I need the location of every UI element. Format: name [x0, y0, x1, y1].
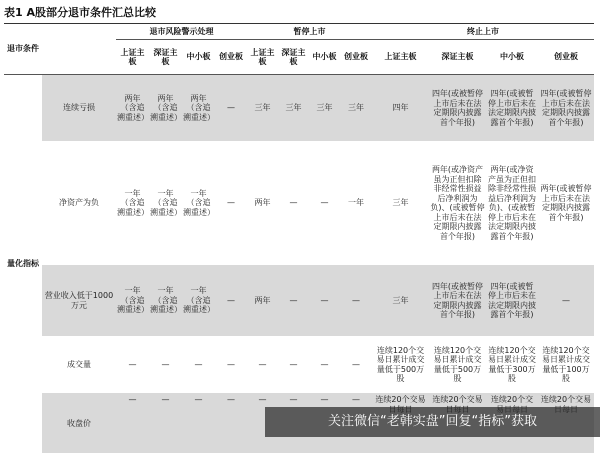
row-name: 营业收入低于1000万元	[42, 265, 116, 336]
cell: 四年	[372, 75, 429, 142]
cell: —	[149, 393, 182, 453]
cell: 三年	[372, 265, 429, 336]
cell: 两年(或净资产虽为正但扣除非经常性损益后净利润为负)、(或被暂停上市后未在法定期限内披露首个年报)	[486, 141, 538, 265]
cell: —	[247, 393, 278, 453]
cell: 三年	[309, 75, 340, 142]
header-board: 中小板	[486, 40, 538, 75]
table-row	[4, 75, 594, 142]
delisting-conditions-table	[4, 23, 594, 453]
cell: 连续20个交易	[429, 393, 486, 453]
cell: —	[340, 393, 372, 453]
cell: 四年(或被暂停上市后未在法定期限内披露首个年报)	[486, 75, 538, 142]
header-row-groups	[4, 24, 594, 40]
cell: —	[309, 265, 340, 336]
header-row-label: 退市条件	[4, 24, 42, 75]
row-name: 净资产为负	[42, 141, 116, 265]
header-board: 创业板	[340, 40, 372, 75]
cell: —	[182, 336, 215, 393]
cell: —	[309, 336, 340, 393]
cell: 四年(或被暂停上市后未在法定期限内披露首个年报)	[538, 75, 594, 142]
cell: 连续120个交易日累计成交量低于500万股	[372, 336, 429, 393]
row-name: 连续亏损	[42, 75, 116, 142]
cell: 两年（含追溯重述）	[149, 75, 182, 142]
table-row	[4, 265, 594, 336]
table-row	[4, 141, 594, 265]
cell: —	[340, 336, 372, 393]
cell: 一年（含追溯重述）	[149, 265, 182, 336]
cell: 一年（含追溯重述）	[182, 141, 215, 265]
cell: —	[215, 336, 247, 393]
header-group-risk-warning: 退市风险警示处理	[116, 24, 247, 40]
cell: 两年(或净资产虽为正但扣除非经常性损益后净利润为负)、(或被暂停上市后未在法定期限内披露首个年报)	[429, 141, 486, 265]
cell: 一年（含追溯重述）	[149, 141, 182, 265]
cell: 连续20个交易	[538, 393, 594, 453]
header-item-blank	[42, 24, 116, 75]
cell: 三年	[340, 75, 372, 142]
cell: —	[340, 265, 372, 336]
cell: —	[247, 336, 278, 393]
cell: —	[538, 265, 594, 336]
cell: —	[278, 141, 309, 265]
cell: 四年(或被暂停上市后未在法定期限内披露首个年报)	[429, 265, 486, 336]
cell: 三年	[247, 75, 278, 142]
cell: —	[278, 265, 309, 336]
cell: —	[182, 393, 215, 453]
cell: —	[116, 393, 149, 453]
row-name: 收盘价	[42, 393, 116, 453]
cell: —	[215, 141, 247, 265]
cell: 两年	[247, 265, 278, 336]
cell: —	[215, 75, 247, 142]
header-board: 中小板	[309, 40, 340, 75]
header-board: 上证主板	[372, 40, 429, 75]
table-row	[4, 336, 594, 393]
header-group-suspension: 暂停上市	[247, 24, 372, 40]
cell: 一年（含追溯重述）	[116, 141, 149, 265]
header-board: 创业板	[538, 40, 594, 75]
cell: 连续120个交易日累计成交量低于100万股	[538, 336, 594, 393]
cell: —	[215, 393, 247, 453]
row-name: 成交量	[42, 336, 116, 393]
cell: 一年（含追溯重述）	[116, 265, 149, 336]
header-board: 创业板	[215, 40, 247, 75]
cell: —	[278, 336, 309, 393]
table-title: 表1 A股部分退市条件汇总比较	[4, 4, 156, 22]
cell: —	[215, 265, 247, 336]
cell: —	[309, 141, 340, 265]
watermark-banner: 关注微信“老韩实盘”回复“指标”获取	[265, 407, 600, 437]
cell: 一年（含追溯重述）	[182, 265, 215, 336]
header-board: 深证主板	[149, 40, 182, 75]
cell: 连续120个交易日累计成交量低于300万股	[486, 336, 538, 393]
cell: 四年(或被暂停上市后未在法定期限内披露首个年报)	[486, 265, 538, 336]
cell: 两年（含追溯重述）	[182, 75, 215, 142]
header-group-termination: 终止上市	[372, 24, 594, 40]
header-board: 中小板	[182, 40, 215, 75]
cell: 三年	[278, 75, 309, 142]
cell: 一年	[340, 141, 372, 265]
cell: —	[116, 336, 149, 393]
cell: 两年	[247, 141, 278, 265]
header-board: 深证主板	[278, 40, 309, 75]
cell: 两年(或被暂停上市后未在法定期限内披露首个年报)	[538, 141, 594, 265]
cell: —	[309, 393, 340, 453]
cell: —	[278, 393, 309, 453]
cell: 四年(或被暂停上市后未在法定期限内披露首个年报)	[429, 75, 486, 142]
cell: 连续120个交易日累计成交量低于500万股	[429, 336, 486, 393]
cell: 两年（含追溯重述）	[116, 75, 149, 142]
cell: —	[149, 336, 182, 393]
cell: 连续20个交	[486, 393, 538, 453]
header-board: 深证主板	[429, 40, 486, 75]
header-board: 上证主板	[116, 40, 149, 75]
header-board: 上证主板	[247, 40, 278, 75]
category-label: 量化指标	[4, 75, 42, 453]
cell: 三年	[372, 141, 429, 265]
cell: 连续20个交易	[372, 393, 429, 453]
